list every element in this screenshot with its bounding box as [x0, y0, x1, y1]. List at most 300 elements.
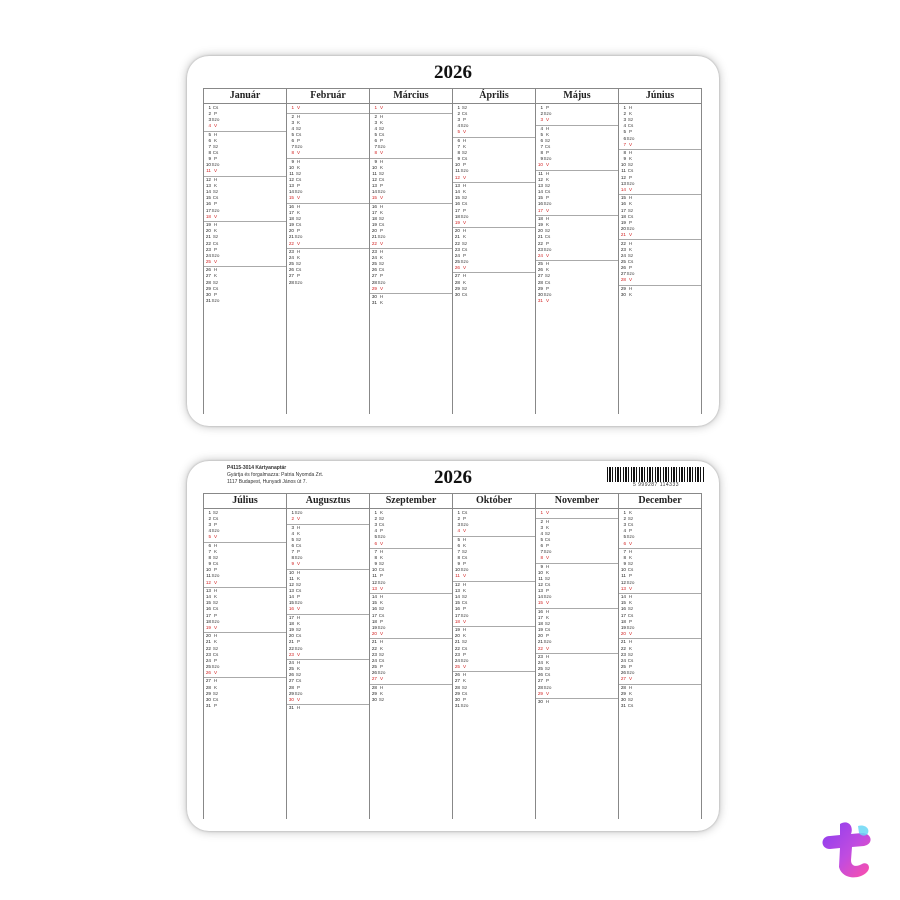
- month-column: [287, 88, 370, 414]
- weekday-abbr: K: [462, 633, 467, 639]
- day-number: 4: [457, 123, 460, 129]
- weekday-abbr: Cs: [378, 177, 385, 183]
- weekday-abbr: P: [213, 291, 218, 297]
- weekday-abbr: K: [628, 291, 633, 297]
- day-number: 20: [371, 630, 377, 636]
- weekday-abbr: Sz: [627, 162, 634, 168]
- weekday-abbr: Szo: [543, 639, 552, 645]
- month-name: Április: [453, 88, 535, 104]
- day-number: 24: [288, 660, 294, 666]
- weekday-abbr: P: [462, 207, 467, 213]
- month-column: [619, 493, 702, 819]
- day-list: [453, 104, 535, 414]
- weekday-abbr: Sz: [378, 696, 385, 702]
- weekday-abbr: V: [462, 528, 467, 534]
- day-number: 5: [457, 129, 460, 135]
- weekday-abbr: H: [545, 563, 550, 569]
- weekday-abbr: H: [545, 261, 550, 267]
- day-number: 6: [208, 138, 211, 144]
- day-list: [370, 104, 452, 414]
- day-row: [204, 703, 286, 709]
- day-number: 21: [537, 234, 543, 240]
- day-row: [287, 280, 369, 286]
- day-number: 16: [205, 201, 211, 207]
- day-number: 12: [620, 579, 626, 585]
- day-number: 21: [454, 234, 460, 240]
- day-number: 30: [371, 696, 377, 702]
- day-number: 25: [288, 261, 294, 267]
- day-number: 12: [537, 177, 543, 183]
- day-number: 5: [291, 131, 294, 137]
- weekday-abbr: K: [545, 569, 550, 575]
- day-row: [536, 653, 618, 660]
- day-number: 2: [457, 516, 460, 522]
- month-grid-front: [203, 88, 702, 414]
- weekday-abbr: H: [296, 660, 301, 666]
- weekday-abbr: P: [296, 684, 301, 690]
- weekday-abbr: Sz: [461, 639, 468, 645]
- weekday-abbr: K: [545, 267, 550, 273]
- weekday-abbr: K: [628, 645, 633, 651]
- day-row: [370, 548, 452, 555]
- day-number: 11: [621, 573, 626, 579]
- weekday-abbr: Cs: [212, 240, 219, 246]
- day-number: 31: [454, 702, 460, 708]
- day-number: 24: [620, 252, 626, 258]
- day-number: 15: [288, 600, 294, 606]
- day-number: 21: [620, 639, 626, 645]
- day-number: 6: [623, 540, 626, 546]
- day-number: 4: [291, 530, 294, 536]
- day-number: 1: [623, 510, 626, 516]
- weekday-abbr: P: [628, 528, 633, 534]
- day-row: [204, 677, 286, 684]
- day-number: 5: [208, 131, 211, 137]
- day-row: [536, 125, 618, 132]
- weekday-abbr: P: [296, 228, 301, 234]
- day-number: 27: [371, 273, 377, 279]
- weekday-abbr: H: [379, 203, 384, 209]
- day-row: [453, 137, 535, 144]
- weekday-abbr: K: [462, 189, 467, 195]
- weekday-abbr: K: [379, 164, 384, 170]
- weekday-abbr: H: [296, 249, 301, 255]
- weekday-abbr: Szo: [626, 225, 635, 231]
- weekday-abbr: Sz: [627, 651, 634, 657]
- barcode: [607, 467, 705, 489]
- day-number: 18: [620, 618, 626, 624]
- weekday-abbr: V: [213, 258, 218, 264]
- day-number: 14: [620, 186, 626, 192]
- day-number: 7: [457, 549, 460, 555]
- weekday-abbr: P: [379, 528, 384, 534]
- day-number: 13: [537, 183, 543, 189]
- weekday-abbr: K: [628, 111, 633, 117]
- day-number: 7: [540, 144, 543, 150]
- day-number: 1: [457, 510, 460, 516]
- weekday-abbr: V: [213, 213, 218, 219]
- weekday-abbr: H: [296, 615, 301, 621]
- day-number: 17: [620, 207, 626, 213]
- weekday-abbr: H: [213, 543, 218, 549]
- day-number: 5: [457, 536, 460, 542]
- day-row: [370, 113, 452, 120]
- weekday-abbr: Sz: [212, 189, 219, 195]
- day-number: 11: [455, 168, 460, 174]
- weekday-abbr: P: [628, 663, 633, 669]
- barcode-bars: [607, 467, 705, 482]
- weekday-abbr: Sz: [378, 516, 385, 522]
- weekday-abbr: Szo: [294, 600, 303, 606]
- weekday-abbr: P: [462, 651, 467, 657]
- day-number: 28: [371, 279, 377, 285]
- day-row: [370, 300, 452, 306]
- weekday-abbr: Szo: [377, 669, 386, 675]
- month-name: Február: [287, 88, 369, 104]
- weekday-abbr: K: [379, 645, 384, 651]
- day-row: [287, 105, 369, 111]
- weekday-abbr: H: [213, 633, 218, 639]
- weekday-abbr: Sz: [461, 285, 468, 291]
- weekday-abbr: Szo: [377, 234, 386, 240]
- day-number: 25: [537, 666, 543, 672]
- day-row: [619, 631, 701, 637]
- day-row: [287, 652, 369, 658]
- weekday-abbr: Sz: [627, 207, 634, 213]
- day-number: 31: [371, 300, 377, 306]
- day-number: 25: [454, 663, 460, 669]
- day-number: 8: [457, 555, 460, 561]
- day-row: [287, 248, 369, 255]
- weekday-abbr: V: [628, 277, 633, 283]
- weekday-abbr: P: [628, 573, 633, 579]
- weekday-abbr: H: [213, 267, 218, 273]
- day-row: [370, 697, 452, 703]
- day-row: [204, 298, 286, 304]
- weekday-abbr: Cs: [295, 543, 302, 549]
- day-number: 7: [374, 549, 377, 555]
- day-number: 28: [620, 684, 626, 690]
- weekday-abbr: Szo: [543, 246, 552, 252]
- day-number: 1: [208, 510, 211, 516]
- weekday-abbr: Sz: [212, 600, 219, 606]
- day-number: 27: [288, 678, 294, 684]
- weekday-abbr: H: [545, 699, 550, 705]
- day-number: 2: [540, 111, 543, 117]
- day-row: [619, 232, 701, 238]
- calendar-card-back: [187, 461, 719, 831]
- weekday-abbr: Szo: [460, 702, 469, 708]
- weekday-abbr: Szo: [294, 279, 303, 285]
- day-number: 2: [540, 518, 543, 524]
- weekday-abbr: Cs: [627, 702, 634, 708]
- weekday-abbr: Sz: [378, 606, 385, 612]
- day-number: 18: [371, 618, 377, 624]
- weekday-abbr: H: [296, 158, 301, 164]
- weekday-abbr: V: [296, 195, 301, 201]
- day-number: 1: [374, 510, 377, 516]
- day-row: [287, 659, 369, 666]
- day-number: 11: [538, 170, 543, 176]
- day-row: [453, 573, 535, 579]
- day-number: 5: [291, 536, 294, 542]
- weekday-abbr: H: [628, 639, 633, 645]
- day-number: 28: [205, 684, 211, 690]
- day-number: 19: [288, 222, 294, 228]
- weekday-abbr: Cs: [378, 522, 385, 528]
- weekday-abbr: Sz: [544, 273, 551, 279]
- day-number: 12: [288, 177, 294, 183]
- day-number: 26: [288, 672, 294, 678]
- day-number: 30: [288, 696, 294, 702]
- day-number: 8: [291, 150, 294, 156]
- weekday-abbr: H: [628, 240, 633, 246]
- weekday-abbr: P: [545, 588, 550, 594]
- weekday-abbr: H: [545, 654, 550, 660]
- day-number: 28: [371, 684, 377, 690]
- day-number: 17: [205, 612, 211, 618]
- day-number: 17: [454, 207, 460, 213]
- day-number: 27: [620, 675, 626, 681]
- day-number: 20: [537, 228, 543, 234]
- day-list: [619, 509, 701, 819]
- day-number: 30: [537, 699, 543, 705]
- weekday-abbr: H: [379, 639, 384, 645]
- day-number: 21: [620, 231, 626, 237]
- day-number: 27: [371, 675, 377, 681]
- day-number: 14: [288, 594, 294, 600]
- weekday-abbr: H: [213, 222, 218, 228]
- weekday-abbr: Szo: [460, 123, 469, 129]
- day-number: 29: [205, 690, 211, 696]
- weekday-abbr: K: [628, 555, 633, 561]
- day-number: 2: [374, 516, 377, 522]
- weekday-abbr: Cs: [544, 582, 551, 588]
- weekday-abbr: K: [379, 210, 384, 216]
- imprint-line2: 1117 Budapest, Hunyadi János út 7.: [227, 479, 307, 485]
- day-number: 13: [205, 183, 211, 189]
- day-number: 17: [288, 210, 294, 216]
- year-title: 2026: [434, 467, 472, 488]
- weekday-abbr: Cs: [544, 672, 551, 678]
- weekday-abbr: V: [379, 240, 384, 246]
- day-number: 3: [208, 522, 211, 528]
- day-row: [453, 220, 535, 226]
- weekday-abbr: Szo: [626, 669, 635, 675]
- weekday-abbr: K: [462, 279, 467, 285]
- weekday-abbr: K: [545, 524, 550, 530]
- day-number: 31: [537, 297, 543, 303]
- day-row: [536, 563, 618, 570]
- day-number: 26: [205, 669, 211, 675]
- day-number: 25: [205, 663, 211, 669]
- day-number: 29: [205, 285, 211, 291]
- day-row: [287, 516, 369, 522]
- day-number: 12: [205, 177, 211, 183]
- weekday-abbr: Cs: [461, 201, 468, 207]
- day-number: 29: [371, 690, 377, 696]
- weekday-abbr: K: [379, 255, 384, 261]
- weekday-abbr: K: [462, 234, 467, 240]
- weekday-abbr: K: [379, 600, 384, 606]
- day-number: 17: [288, 615, 294, 621]
- day-row: [204, 168, 286, 174]
- day-number: 11: [372, 170, 377, 176]
- day-number: 23: [288, 249, 294, 255]
- weekday-abbr: Cs: [461, 690, 468, 696]
- weekday-abbr: V: [545, 117, 550, 123]
- day-number: 10: [205, 162, 211, 168]
- day-number: 10: [205, 567, 211, 573]
- weekday-abbr: V: [545, 252, 550, 258]
- day-number: 4: [374, 125, 377, 131]
- weekday-abbr: P: [379, 228, 384, 234]
- day-number: 7: [291, 549, 294, 555]
- weekday-abbr: P: [462, 696, 467, 702]
- weekday-abbr: Cs: [461, 555, 468, 561]
- weekday-abbr: H: [628, 684, 633, 690]
- day-number: 14: [205, 594, 211, 600]
- weekday-abbr: Cs: [212, 561, 219, 567]
- day-number: 23: [454, 651, 460, 657]
- day-number: 19: [454, 219, 460, 225]
- day-number: 3: [540, 117, 543, 123]
- day-number: 15: [371, 600, 377, 606]
- day-number: 25: [205, 258, 211, 264]
- day-list: [204, 509, 286, 819]
- weekday-abbr: H: [462, 228, 467, 234]
- weekday-abbr: P: [213, 567, 218, 573]
- weekday-abbr: P: [296, 138, 301, 144]
- day-row: [287, 561, 369, 567]
- weekday-abbr: Sz: [212, 645, 219, 651]
- weekday-abbr: P: [628, 219, 633, 225]
- day-number: 5: [374, 131, 377, 137]
- day-row: [619, 638, 701, 645]
- weekday-abbr: Szo: [543, 594, 552, 600]
- weekday-abbr: H: [296, 569, 301, 575]
- weekday-abbr: H: [213, 177, 218, 183]
- day-number: 5: [374, 534, 377, 540]
- day-number: 25: [371, 261, 377, 267]
- day-row: [619, 187, 701, 193]
- day-number: 26: [537, 267, 543, 273]
- weekday-abbr: Sz: [378, 261, 385, 267]
- weekday-abbr: H: [379, 594, 384, 600]
- day-number: 1: [291, 105, 294, 111]
- day-number: 31: [620, 702, 626, 708]
- weekday-abbr: H: [462, 183, 467, 189]
- day-number: 14: [454, 594, 460, 600]
- day-number: 9: [208, 156, 211, 162]
- weekday-abbr: H: [213, 588, 218, 594]
- day-number: 22: [537, 240, 543, 246]
- day-number: 1: [623, 105, 626, 111]
- weekday-abbr: H: [379, 158, 384, 164]
- weekday-abbr: H: [296, 203, 301, 209]
- day-number: 6: [457, 543, 460, 549]
- day-row: [287, 614, 369, 621]
- weekday-abbr: Sz: [627, 696, 634, 702]
- weekday-abbr: Szo: [543, 684, 552, 690]
- weekday-abbr: Sz: [295, 216, 302, 222]
- weekday-abbr: V: [213, 579, 218, 585]
- weekday-abbr: Sz: [627, 117, 634, 123]
- weekday-abbr: P: [296, 549, 301, 555]
- day-row: [370, 684, 452, 691]
- day-row: [370, 540, 452, 546]
- weekday-abbr: P: [462, 561, 467, 567]
- weekday-abbr: P: [628, 174, 633, 180]
- day-number: 16: [288, 203, 294, 209]
- weekday-abbr: K: [462, 543, 467, 549]
- weekday-abbr: Sz: [295, 672, 302, 678]
- day-number: 22: [288, 645, 294, 651]
- weekday-abbr: K: [545, 131, 550, 137]
- weekday-abbr: Sz: [212, 144, 219, 150]
- day-row: [619, 194, 701, 201]
- weekday-abbr: H: [296, 705, 301, 711]
- imprint-code: P4115-3014 Kártyanaptár: [227, 465, 287, 471]
- day-row: [619, 540, 701, 546]
- day-number: 19: [205, 624, 211, 630]
- weekday-abbr: K: [213, 138, 218, 144]
- month-name: Október: [453, 493, 535, 509]
- day-number: 17: [537, 207, 543, 213]
- weekday-abbr: V: [296, 240, 301, 246]
- day-number: 6: [540, 138, 543, 144]
- weekday-abbr: H: [213, 131, 218, 137]
- weekday-abbr: Sz: [461, 105, 468, 111]
- day-number: 24: [537, 252, 543, 258]
- day-number: 26: [288, 267, 294, 273]
- weekday-abbr: P: [379, 618, 384, 624]
- day-number: 16: [205, 606, 211, 612]
- day-number: 15: [620, 600, 626, 606]
- month-name: Július: [204, 493, 286, 509]
- day-number: 20: [288, 228, 294, 234]
- day-number: 13: [620, 180, 626, 186]
- day-number: 9: [291, 158, 294, 164]
- weekday-abbr: Cs: [295, 177, 302, 183]
- day-number: 4: [540, 530, 543, 536]
- day-number: 30: [205, 696, 211, 702]
- day-number: 1: [291, 510, 294, 516]
- day-number: 18: [205, 213, 211, 219]
- day-number: 5: [623, 129, 626, 135]
- day-number: 28: [454, 279, 460, 285]
- weekday-abbr: Cs: [212, 696, 219, 702]
- weekday-abbr: Cs: [461, 111, 468, 117]
- weekday-abbr: H: [628, 594, 633, 600]
- day-number: 19: [620, 624, 626, 630]
- day-number: 23: [205, 651, 211, 657]
- day-number: 19: [537, 222, 543, 228]
- day-number: 2: [374, 113, 377, 119]
- weekday-abbr: V: [462, 618, 467, 624]
- day-number: 28: [288, 279, 294, 285]
- weekday-abbr: H: [628, 285, 633, 291]
- weekday-abbr: K: [545, 222, 550, 228]
- day-number: 12: [371, 177, 377, 183]
- day-row: [536, 253, 618, 259]
- weekday-abbr: Szo: [460, 657, 469, 663]
- day-row: [287, 195, 369, 201]
- day-list: [536, 104, 618, 414]
- day-row: [619, 277, 701, 283]
- day-number: 19: [205, 222, 211, 228]
- day-number: 1: [540, 105, 543, 111]
